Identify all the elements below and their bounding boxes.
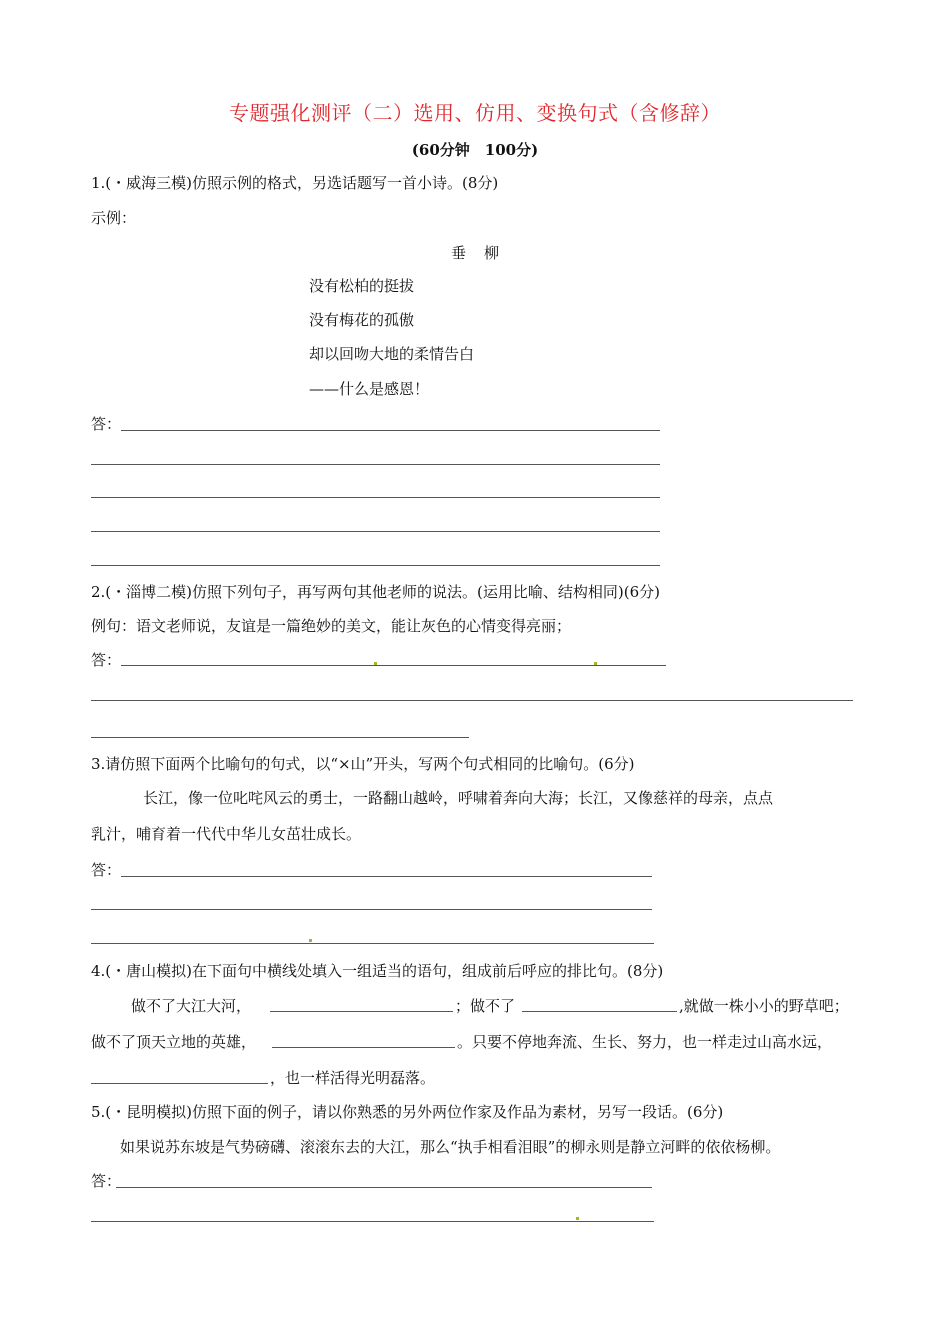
question-2-stem: 2.(・淄博二模)仿照下列句子，再写两句其他老师的说法。(运用比喻、结构相同)(6分) bbox=[91, 583, 660, 601]
answer-line[interactable] bbox=[121, 876, 652, 877]
answer-line[interactable] bbox=[91, 909, 652, 910]
mark-dot bbox=[576, 1217, 579, 1220]
question-5-stem: 5.(・昆明模拟)仿照下面的例子，请以你熟悉的另外两位作家及作品为素材，另写一段话。(6分) bbox=[91, 1103, 724, 1121]
fill-blank[interactable] bbox=[270, 1011, 453, 1012]
question-4-text: ；做不了 bbox=[455, 997, 516, 1015]
question-2-example: 例句：语文老师说，友谊是一篇绝妙的美文，能让灰色的心情变得亮丽； bbox=[91, 617, 572, 635]
answer-line[interactable] bbox=[116, 1187, 652, 1188]
question-4-text: ,就做一株小小的野草吧； bbox=[679, 997, 849, 1015]
fill-blank[interactable] bbox=[522, 1011, 677, 1012]
question-1-stem: 1.(・威海三模)仿照示例的格式，另选话题写一首小诗。(8分) bbox=[91, 174, 499, 192]
question-4-text: ，也一样活得光明磊落。 bbox=[270, 1069, 436, 1087]
mark-dot bbox=[374, 662, 377, 665]
poem-line: 没有梅花的孤傲 bbox=[309, 311, 415, 329]
answer-line[interactable] bbox=[91, 565, 660, 566]
fill-blank[interactable] bbox=[91, 1083, 268, 1084]
question-4-stem: 4.(・唐山模拟)在下面句中横线处填入一组适当的语句，组成前后呼应的排比句。(8分) bbox=[91, 962, 664, 980]
poem-line: 却以回吻大地的柔情告白 bbox=[309, 345, 475, 363]
answer-line[interactable] bbox=[121, 430, 660, 431]
question-3-text: 长江，像一位叱咤风云的勇士，一路翻山越岭，呼啸着奔向大海；长江，又像慈祥的母亲，点点 bbox=[143, 789, 774, 807]
question-3-stem: 3.请仿照下面两个比喻句的句式，以“×山”开头，写两个句式相同的比喻句。(6分) bbox=[91, 755, 635, 773]
fill-blank[interactable] bbox=[272, 1047, 455, 1048]
poem-line: 没有松柏的挺拔 bbox=[309, 277, 415, 295]
mark-dot bbox=[594, 662, 597, 665]
poem-title: 垂柳 bbox=[450, 244, 517, 262]
question-1-example-label: 示例： bbox=[91, 209, 137, 227]
answer-line[interactable] bbox=[121, 665, 666, 666]
question-4-text: 做不了顶天立地的英雄， bbox=[91, 1033, 257, 1051]
question-1-answer-label: 答： bbox=[91, 415, 122, 433]
question-3-answer-label: 答： bbox=[91, 861, 122, 879]
question-4-text: 做不了大江大河， bbox=[131, 997, 252, 1015]
mark-dot bbox=[309, 939, 312, 942]
question-5-example: 如果说苏东坡是气势磅礴、滚滚东去的大江，那么“执手相看泪眼”的柳永则是静立河畔的依依杨柳。 bbox=[120, 1138, 781, 1156]
time-and-score: (60分钟 100分) bbox=[411, 141, 539, 159]
question-4-text: 。只要不停地奔流、生长、努力，也一样走过山高水远， bbox=[457, 1033, 833, 1051]
answer-line[interactable] bbox=[91, 700, 853, 701]
question-3-text: 乳汁，哺育着一代代中华儿女茁壮成长。 bbox=[91, 825, 362, 843]
document-title: 专题强化测评（二）选用、仿用、变换句式（含修辞） bbox=[229, 101, 721, 125]
answer-line[interactable] bbox=[91, 497, 660, 498]
poem-line: ——什么是感恩！ bbox=[309, 380, 430, 398]
answer-line[interactable] bbox=[91, 1221, 654, 1222]
question-5-answer-label: 答： bbox=[91, 1172, 122, 1190]
answer-line[interactable] bbox=[91, 943, 654, 944]
answer-line[interactable] bbox=[91, 464, 660, 465]
answer-line[interactable] bbox=[91, 531, 660, 532]
question-2-answer-label: 答： bbox=[91, 651, 122, 669]
answer-line[interactable] bbox=[91, 737, 469, 738]
